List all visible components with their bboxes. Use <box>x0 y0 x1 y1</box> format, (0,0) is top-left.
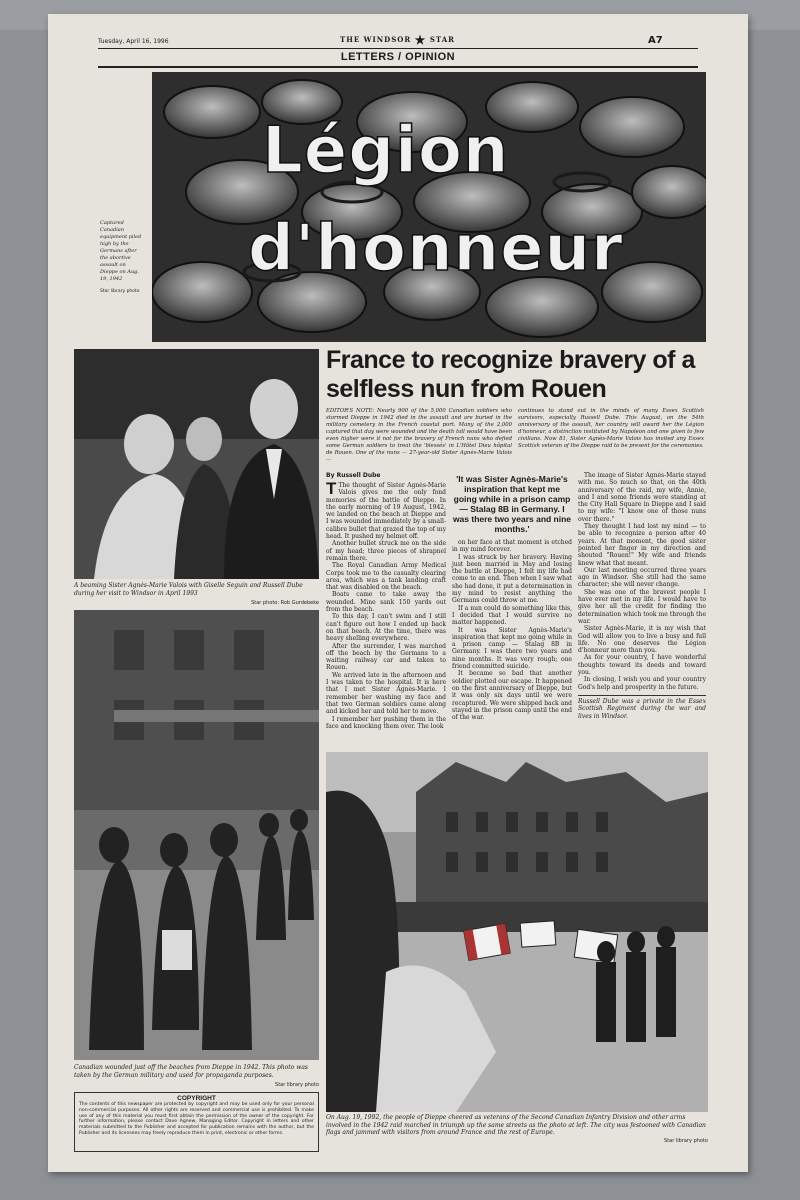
header-rule <box>98 48 698 49</box>
copyright-text: The contents of this newspaper are protected by copyright and may be used only for your personal non-commercial purposes. All other rights are reserved and commercial use is prohibited. To make use of any of this material you must first obtain the permission of the owner of the copyright. For further information, please contact Dave Agnew, Managing Editor. Copyright in letters and other materials submitted to the Publisher and accepted for publication remains with the author, but the Publisher and its licensees may freely reproduce them in print, electronic or other forms. <box>79 1102 314 1136</box>
paragraph: They thought I had lost my mind — to be able to recognize a person after 40 years. At that moment, the good sister pointed her finger in my direction and shouted "Rouen!" My wife and friends knew what that meant. <box>578 523 706 567</box>
issue-date: Tuesday, April 16, 1996 <box>98 38 169 45</box>
paragraph: In closing, I wish you and your country God's help and prosperity in the future. <box>578 676 706 691</box>
paragraph-text: The thought of Sister Agnès-Marie Valois gives me the only fond memories of the battle of Dieppe. In the early morning of 19 August, 1942, we landed on the beach at Dieppe and I was wounded immediately by a small-calibre bullet that grazed the top of my head. It pushed my helmet off. <box>326 482 446 541</box>
paragraph: The Royal Canadian Army Medical Corps took me to the casualty clearing area, which was a tank landing craft that was disabled on the beach. <box>326 562 446 592</box>
copyright-box <box>74 1092 319 1152</box>
section-title: LETTERS / OPINION <box>340 51 456 63</box>
article-column-1 <box>326 472 446 730</box>
paragraph: To this day, I can't swim and I still can't figure out how I ended up back on that beach. At the time, there was heavy shelling everywhere. <box>326 613 446 643</box>
page-number: A7 <box>648 35 663 46</box>
photo-meeting <box>74 349 319 579</box>
wounded-credit: Star library photo <box>275 1082 319 1088</box>
masthead-left: THE WINDSOR <box>340 35 412 44</box>
paragraph: As for your country, I have wonderful thoughts toward its deeds and toward you. <box>578 654 706 677</box>
pull-quote: 'It was Sister Agnès-Marie's inspiration that kept me going while in a prison camp — Stalag 8B in Germany. I was there two years and nine months.' <box>452 474 572 534</box>
header-rule-bottom <box>98 66 698 68</box>
paragraph: Boats came to take away the wounded. Mine sank 150 yards out from the beach. <box>326 591 446 614</box>
copyright-title: COPYRIGHT <box>177 1095 216 1102</box>
editors-note-col2: continues to stand out in the minds of many Essex Scottish survivors, especially Russell Dube. This August, on the 54th anniversary of the assault, her country will award her the Légion d'honneur, a distinction instituted by Napoleon and one given to few civilians. Now 81, Sister Agnès-Marie Valois has invited any Essex Scottish veteran of the Dieppe raid to be present for the ceremonies. <box>518 408 704 449</box>
paragraph: After the surrender, I was marched off the beach by the Germans to a waiting railway car and taken to Rouen. <box>326 642 446 672</box>
wounded-caption: Canadian wounded just off the beaches from Dieppe in 1942. This photo was taken by the German military and used for propaganda purposes. <box>74 1064 308 1079</box>
title-honneur: d'honneur <box>248 212 624 286</box>
paragraph: I remember her pushing them in the face and knocking them over. The look <box>326 715 446 730</box>
star-icon: ★ <box>414 33 427 47</box>
paragraph: I was struck by her bravery. Having just been married in May and losing the battle at Dieppe, I felt my life had come to an end. Then when I saw what she had done, it put a determination in my mind to resist anything the Germans could throw at me. <box>452 553 572 605</box>
masthead-logo <box>340 33 455 47</box>
top-photo-caption <box>100 220 144 294</box>
paragraph: Another bullet struck me on the side of my head; three pieces of shrapnel remain there. <box>326 540 446 562</box>
photo-parade <box>326 752 708 1112</box>
paragraph: Sister Agnès-Marie, it is my wish that God will allow you to live a busy and full life. No one deserves the Légion d'honneur more than you. <box>578 625 706 655</box>
masthead-right: STAR <box>429 35 455 44</box>
editors-note-col1: EDITOR'S NOTE: Nearly 900 of the 5,000 Canadian soldiers who stormed Dieppe in 1942 died in the assault and are buried in the military cemetery in the French coastal port. Many of the 2,000 captured that day were wounded and the death toll would have been even higher were it not for the bravery of French nuns who defied some German soldiers to treat the 'blessés' in L'Hôtel Dieu hôpital de Rouen. One of the nuns — 27-year-old Sister Agnès-Marie Valois — <box>326 408 512 463</box>
equipment-pile-image <box>152 72 706 342</box>
top-photo-credit: Star library photo <box>100 289 140 294</box>
parade-image <box>326 752 708 1112</box>
newspaper-page <box>48 14 748 1172</box>
paragraph: It was Sister Agnès-Marie's inspiration that kept me going while in a prison camp — Stalag 8B in Germany. I was there two years and nine months. It was very rough; one friend committed suicide. <box>452 626 572 671</box>
top-photo-equipment <box>152 72 706 342</box>
photo-wounded <box>74 610 319 1060</box>
parade-caption: On Aug. 19, 1992, the people of Dieppe cheered as veterans of the Second Canadian Infantry Division and other arms involved in the 1942 raid marched in triumph up the same streets as the photo at left. The city was festooned with Canadian flags and jammed with visitors from around France and the rest of Europe. <box>326 1114 706 1136</box>
author-note: Russell Dube was a private in the Essex Scottish Regiment during the war and lives in Windsor. <box>578 695 706 721</box>
paragraph <box>326 479 446 541</box>
article-headline: France to recognize bravery of a selfless nun from Rouen <box>326 346 695 403</box>
article-column-3 <box>578 472 706 720</box>
parade-credit: Star library photo <box>664 1138 708 1144</box>
paragraph: We arrived late in the afternoon and I was taken to the hospital. It is here that I met Sister Agnès-Marie. I remember her washing my face and that two German soldiers came along and kicked her and told her to move. <box>326 671 446 716</box>
top-photo-caption-text: Captured Canadian equipment piled high by the Germans after the abortive assault on Dieppe on Aug. 19, 1942 <box>100 220 142 282</box>
paragraph: The image of Sister Agnès-Marie stayed with me. So much so that, on the 40th anniversary of the raid, my wife, Annie, and I and some friends were standing at the City Hall Square in Dieppe and I said to my wife: "I know one of those nuns over there." <box>578 472 706 523</box>
paragraph: Our last meeting occurred three years ago in Windsor. She still had the same character; she will never change. <box>578 566 706 589</box>
meeting-credit: Star photo: Rob Gurdebeke <box>251 600 319 606</box>
paragraph: She was one of the bravest people I have ever met in my life. I would have to give her all the credit for finding the determination which took me through the war. <box>578 588 706 625</box>
wounded-image <box>74 610 319 1060</box>
drop-cap: T <box>326 479 337 498</box>
byline: By Russell Dube <box>326 472 381 479</box>
paragraph: If a nun could do something like this, I decided that I would survive no matter happened. <box>452 604 572 627</box>
meeting-image <box>74 349 319 579</box>
meeting-caption: A beaming Sister Agnès-Marie Valois with Giselle Seguin and Russell Dube during her visit to Windsor in April 1993 <box>74 582 303 597</box>
title-legion: Légion <box>262 114 510 188</box>
paragraph: on her face at that moment is etched in my mind forever. <box>452 539 572 554</box>
paragraph: It became so bad that another soldier plotted our escape. It happened on the first anniversary of Dieppe, but it was only six days until we were recaptured. We were shipped back and stayed in the prison camp until the end of the war. <box>452 670 572 722</box>
article-column-2 <box>452 472 572 721</box>
